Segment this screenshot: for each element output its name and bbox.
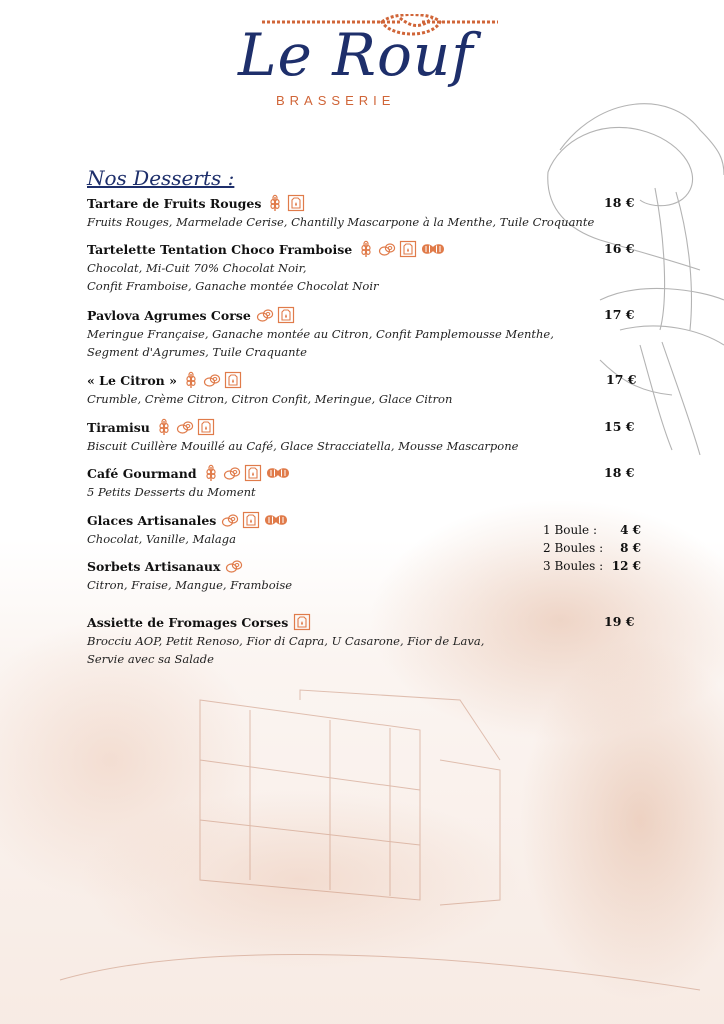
egg-icon bbox=[256, 306, 274, 324]
allergen-icons bbox=[266, 194, 305, 212]
allergen-icons bbox=[221, 511, 289, 529]
menu-item-name: Glaces Artisanales bbox=[87, 512, 217, 528]
menu-item-description: Crumble, Crème Citron, Citron Confit, Meringue, Glace Citron bbox=[87, 392, 453, 406]
wheat-icon bbox=[357, 240, 375, 258]
menu-item-description: Servie avec sa Salade bbox=[87, 652, 214, 666]
allergen-icons bbox=[357, 240, 446, 258]
wheat-icon bbox=[182, 371, 200, 389]
egg-icon bbox=[378, 240, 396, 258]
menu-item bbox=[87, 239, 647, 295]
menu-item bbox=[87, 370, 647, 408]
scoop-prices bbox=[543, 521, 641, 575]
allergen-icons bbox=[256, 306, 295, 324]
peanut-icon bbox=[263, 511, 289, 529]
menu-item-name: « Le Citron » bbox=[87, 372, 177, 388]
menu-item bbox=[87, 463, 647, 501]
peanut-icon bbox=[420, 240, 446, 258]
menu-item-header bbox=[87, 612, 647, 632]
menu-item-description: Citron, Fraise, Mangue, Framboise bbox=[87, 578, 293, 592]
brand-subtitle: BRASSERIE bbox=[276, 93, 396, 108]
milk-carton-icon bbox=[242, 511, 260, 529]
wheat-icon bbox=[202, 464, 220, 482]
menu-item-name: Assiette de Fromages Corses bbox=[87, 614, 289, 630]
milk-carton-icon bbox=[287, 194, 305, 212]
egg-icon bbox=[176, 418, 194, 436]
scoop-price-row bbox=[543, 521, 641, 539]
menu-item-price: 18 € bbox=[604, 195, 635, 210]
egg-icon bbox=[225, 557, 243, 575]
menu-item-price: 15 € bbox=[604, 419, 635, 434]
scoop-label: 2 Boules : bbox=[543, 541, 604, 555]
menu-item-name: Café Gourmand bbox=[87, 465, 197, 481]
allergen-icons bbox=[202, 464, 291, 482]
peanut-icon bbox=[265, 464, 291, 482]
menu-item-description: Fruits Rouges, Marmelade Cerise, Chantilly Mascarpone à la Menthe, Tuile Croquante bbox=[87, 215, 595, 229]
menu-item-description: Biscuit Cuillère Mouillé au Café, Glace Stracciatella, Mousse Mascarpone bbox=[87, 439, 519, 453]
scoop-price-row bbox=[543, 557, 641, 575]
menu-item-header bbox=[87, 239, 647, 259]
section-title: Nos Desserts : bbox=[87, 166, 235, 190]
menu-item-header bbox=[87, 463, 647, 483]
menu-item-description: Confit Framboise, Ganache montée Chocolat Noir bbox=[87, 279, 379, 293]
menu-item-name: Tiramisu bbox=[87, 419, 150, 435]
egg-icon bbox=[221, 511, 239, 529]
scoop-label: 3 Boules : bbox=[543, 559, 604, 573]
scoop-price: 8 € bbox=[620, 541, 641, 555]
brand-logo: Le Rouf bbox=[238, 21, 474, 89]
menu-item-name: Pavlova Agrumes Corse bbox=[87, 307, 251, 323]
menu-item-name: Tartare de Fruits Rouges bbox=[87, 195, 262, 211]
scoop-price: 12 € bbox=[611, 559, 641, 573]
egg-icon bbox=[223, 464, 241, 482]
wheat-icon bbox=[155, 418, 173, 436]
menu-item-description: Chocolat, Vanille, Malaga bbox=[87, 532, 237, 546]
scoop-price: 4 € bbox=[620, 523, 641, 537]
milk-carton-icon bbox=[399, 240, 417, 258]
menu-item-header bbox=[87, 370, 647, 390]
allergen-icons bbox=[293, 613, 311, 631]
header bbox=[0, 0, 724, 120]
menu-item-description: Brocciu AOP, Petit Renoso, Fior di Capra, U Casarone, Fior de Lava, bbox=[87, 634, 485, 648]
menu-item-price: 18 € bbox=[604, 465, 635, 480]
menu-item-description: Meringue Française, Ganache montée au Citron, Confit Pamplemousse Menthe, bbox=[87, 327, 554, 341]
menu-item-description: Chocolat, Mi-Cuit 70% Chocolat Noir, bbox=[87, 261, 307, 275]
menu-item-price: 19 € bbox=[604, 614, 635, 629]
menu-item-price: 17 € bbox=[606, 372, 637, 387]
menu-item-description: 5 Petits Desserts du Moment bbox=[87, 485, 256, 499]
menu-item-name: Tartelette Tentation Choco Framboise bbox=[87, 241, 353, 257]
menu-item bbox=[87, 193, 647, 231]
menu-item-header bbox=[87, 417, 647, 437]
menu-item-header bbox=[87, 193, 647, 213]
milk-carton-icon bbox=[277, 306, 295, 324]
allergen-icons bbox=[155, 418, 215, 436]
wheat-icon bbox=[266, 194, 284, 212]
menu-item-header bbox=[87, 305, 647, 325]
allergen-icons bbox=[182, 371, 242, 389]
milk-carton-icon bbox=[197, 418, 215, 436]
menu-item-price: 17 € bbox=[604, 307, 635, 322]
scoop-price-row bbox=[543, 539, 641, 557]
scoop-label: 1 Boule : bbox=[543, 523, 598, 537]
menu-item-description: Segment d'Agrumes, Tuile Craquante bbox=[87, 345, 307, 359]
menu-item-price: 16 € bbox=[604, 241, 635, 256]
milk-carton-icon bbox=[244, 464, 262, 482]
milk-carton-icon bbox=[224, 371, 242, 389]
menu-item bbox=[87, 305, 647, 361]
menu-item bbox=[87, 612, 647, 668]
menu-item bbox=[87, 417, 647, 455]
allergen-icons bbox=[225, 557, 243, 575]
egg-icon bbox=[203, 371, 221, 389]
milk-carton-icon bbox=[293, 613, 311, 631]
menu-item-name: Sorbets Artisanaux bbox=[87, 558, 221, 574]
